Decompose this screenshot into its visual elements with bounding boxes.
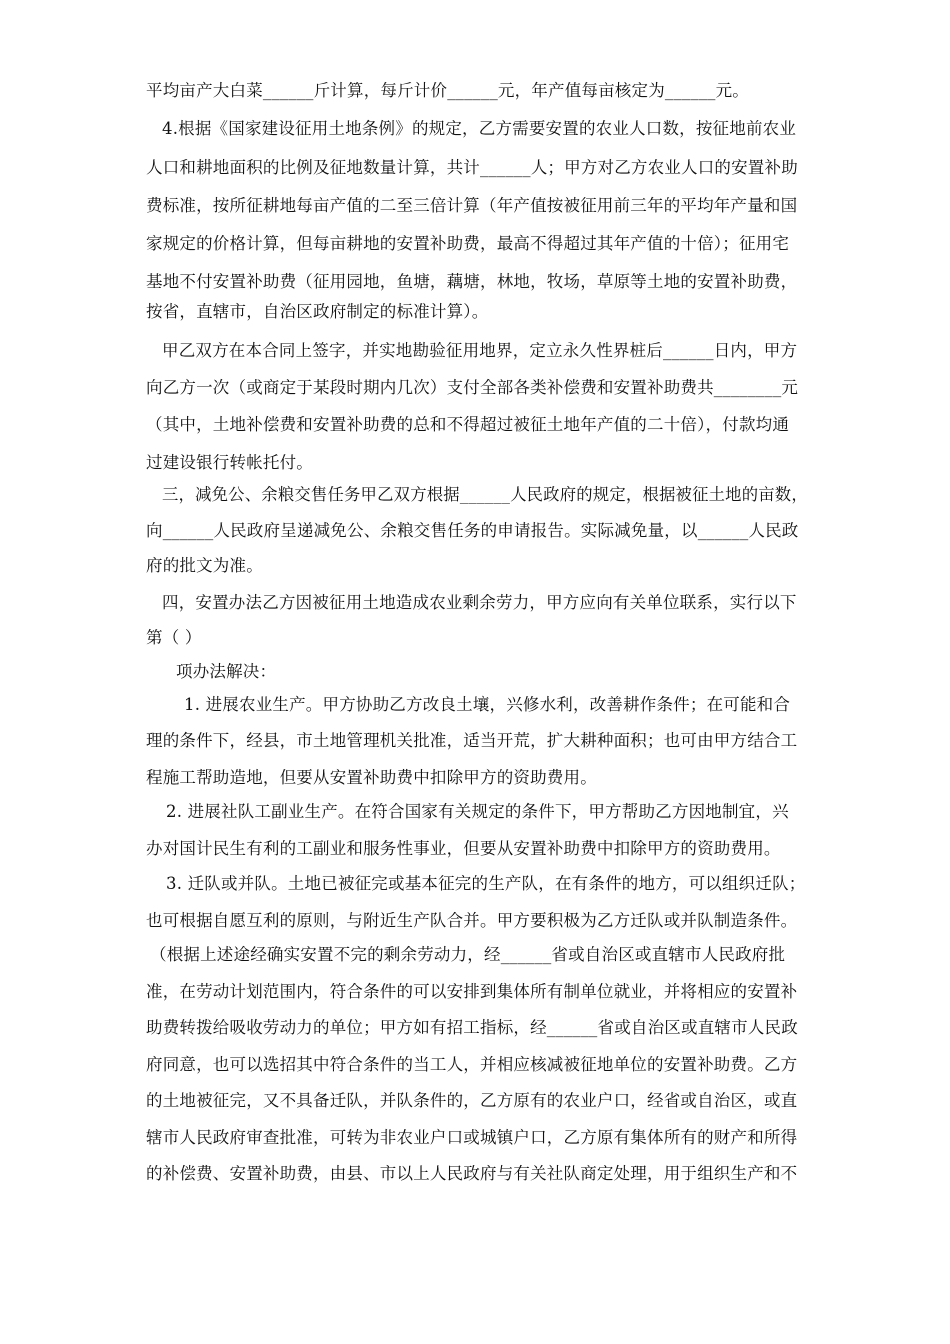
text-line: 理的条件下，经县，市土地管理机关批准，适当开荒，扩大耕种面积；也可由甲方结合工 — [146, 731, 798, 750]
text-line: 的土地被征完，又不具备迁队，并队条件的，乙方原有的农业户口，经省或自治区，或直 — [146, 1091, 798, 1110]
text-line: 准，在劳动计划范围内，符合条件的可以安排到集体所有制单位就业，并将相应的安置补 — [146, 982, 798, 1001]
text-line: 三，减免公、余粮交售任务甲乙双方根据______人民政府的规定，根据被征土地的亩数， — [162, 485, 808, 504]
text-line: 辖市人民政府审查批准，可转为非农业户口或城镇户口，乙方原有集体所有的财产和所得 — [146, 1128, 798, 1147]
text-line: 四，安置办法乙方因被征用土地造成农业剩余劳力，甲方应向有关单位联系，实行以下 — [162, 593, 797, 612]
text-line: 项办法解决： — [176, 662, 277, 681]
text-line: 过建设银行转帐托付。 — [146, 453, 313, 472]
text-line: 人口和耕地面积的比例及征地数量计算，共计______人；甲方对乙方农业人口的安置补助 — [146, 158, 798, 177]
text-line: 4.根据《国家建设征用土地条例》的规定，乙方需要安置的农业人口数，按征地前农业 — [162, 119, 797, 138]
text-line: 向______人民政府呈递减免公、余粮交售任务的申请报告。实际减免量，以______人民政 — [146, 521, 799, 540]
text-line: （根据上述途经确实安置不完的剩余劳动力，经______省或自治区或直辖市人民政府批 — [150, 945, 786, 964]
text-line: 2. 进展社队工副业生产。在符合国家有关规定的条件下，甲方帮助乙方因地制宜，兴 — [166, 802, 789, 821]
text-line: 的补偿费、安置补助费，由县、市以上人民政府与有关社队商定处理，用于组织生产和不 — [146, 1164, 798, 1183]
text-line: 府的批文为准。 — [146, 556, 263, 575]
text-line: 甲乙双方在本合同上签字，并实地勘验征用地界，定立永久性界桩后______日内，甲方 — [162, 341, 798, 360]
text-line: 也可根据自愿互利的原则，与附近生产队合并。甲方要积极为乙方迁队或并队制造条件。 — [146, 911, 798, 930]
text-line: 府同意，也可以选招其中符合条件的当工人，并相应核减被征地单位的安置补助费。乙方 — [146, 1055, 798, 1074]
text-line: 按省，直辖市，自治区政府制定的标准计算）。 — [146, 302, 489, 321]
text-line: 基地不付安置补助费（征用园地，鱼塘，藕塘，林地，牧场，草原等土地的安置补助费， — [146, 272, 798, 291]
text-line: 程施工帮助造地，但要从安置补助费中扣除甲方的资助费用。 — [146, 768, 597, 787]
text-line: 第（ ） — [146, 628, 202, 647]
text-line: 助费转拨给吸收劳动力的单位；甲方如有招工指标，经______省或自治区或直辖市人民政 — [146, 1018, 798, 1037]
text-line: 向乙方一次（或商定于某段时期内几次）支付全部各类补偿费和安置补助费共________元 — [146, 378, 799, 397]
text-line: （其中，土地补偿费和安置补助费的总和不得超过被征土地年产值的二十倍），付款均通 — [146, 415, 790, 434]
text-line: 办对国计民生有利的工副业和服务性事业，但要从安置补助费中扣除甲方的资助费用。 — [146, 839, 781, 858]
text-line: 家规定的价格计算，但每亩耕地的安置补助费，最高不得超过其年产值的十倍）；征用宅 — [146, 234, 790, 253]
text-line: 平均亩产大白菜______斤计算，每斤计价______元，年产值每亩核定为______元。 — [146, 81, 749, 100]
text-line: 3. 迁队或并队。土地已被征完或基本征完的生产队，在有条件的地方，可以组织迁队； — [166, 874, 806, 893]
text-line: 1. 进展农业生产。甲方协助乙方改良土壤，兴修水利，改善耕作条件；在可能和合 — [184, 695, 791, 714]
text-line: 费标准，按所征耕地每亩产值的二至三倍计算（年产值按被征用前三年的平均年产量和国 — [146, 196, 798, 215]
